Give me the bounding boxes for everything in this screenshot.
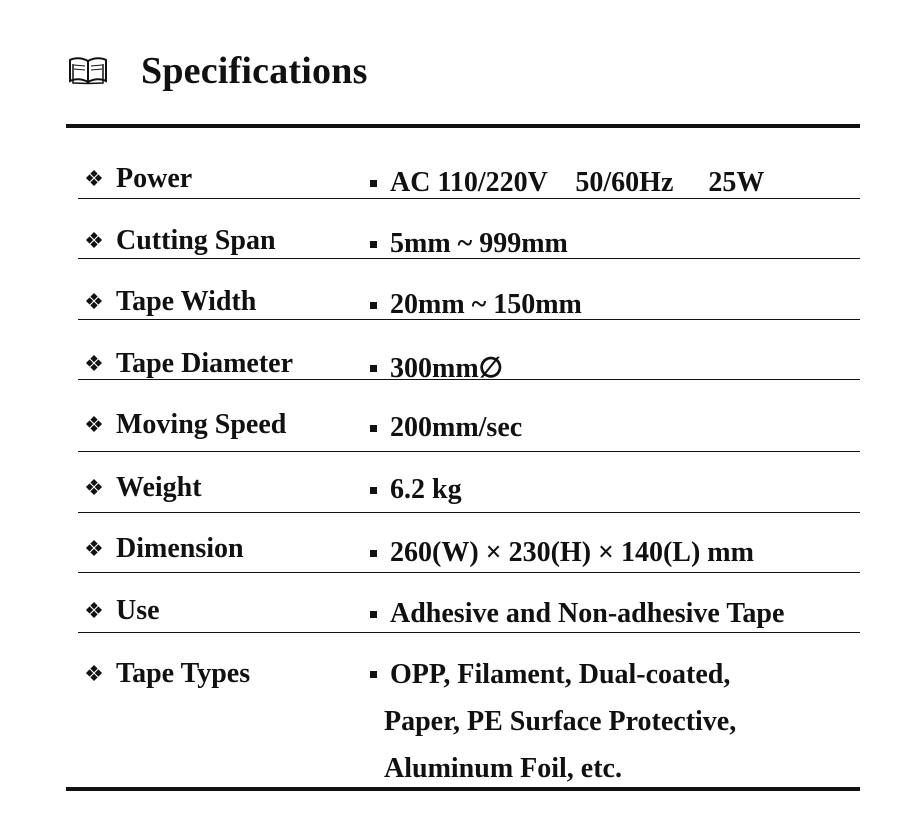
spec-value [370, 225, 568, 263]
diamond-icon: ❖ [84, 289, 104, 315]
spec-value-text: 5mm ~ 999mm [390, 228, 568, 259]
spec-label [80, 406, 286, 444]
spec-value-line [370, 651, 736, 698]
spec-row-dimension [78, 530, 860, 573]
spec-value [370, 164, 764, 202]
spec-label-text: Dimension [116, 533, 244, 564]
spec-value-text: Paper, PE Surface Protective, [384, 706, 737, 737]
spec-label-text: Moving Speed [116, 409, 287, 440]
spec-label-text: Tape Types [116, 658, 251, 689]
spec-label-text: Use [116, 595, 160, 626]
square-bullet-icon [370, 611, 377, 618]
spec-row-moving-speed [78, 406, 860, 452]
square-bullet-icon [370, 487, 377, 494]
diamond-icon: ❖ [84, 351, 104, 377]
diamond-icon: ❖ [84, 536, 104, 562]
spec-value-text: 6.2 kg [390, 474, 462, 505]
spec-label [80, 283, 256, 321]
spec-value-text: 20mm ~ 150mm [390, 289, 582, 320]
spec-label [80, 469, 202, 507]
diamond-icon: ❖ [84, 598, 104, 624]
book-icon [68, 56, 108, 86]
spec-header [68, 46, 368, 96]
spec-row-tape-width [78, 283, 860, 320]
diamond-icon: ❖ [84, 166, 104, 192]
spec-label [80, 530, 244, 568]
spec-row-weight [78, 469, 860, 513]
spec-label [80, 222, 276, 260]
spec-value-line [370, 745, 736, 792]
square-bullet-icon [370, 365, 377, 372]
diamond-icon: ❖ [84, 412, 104, 438]
spec-label [80, 160, 192, 198]
spec-label [80, 592, 160, 630]
spec-label [80, 655, 250, 693]
square-bullet-icon [370, 302, 377, 309]
spec-value-text: 260(W) × 230(H) × 140(L) mm [390, 537, 754, 568]
diamond-icon: ❖ [84, 475, 104, 501]
spec-value-text: Adhesive and Non-adhesive Tape [390, 598, 785, 629]
spec-row-power [78, 160, 860, 199]
spec-label [80, 345, 293, 383]
spec-value [370, 534, 754, 572]
spec-label-text: Power [116, 163, 193, 194]
spec-value-text: OPP, Filament, Dual-coated, [390, 659, 731, 690]
spec-label-text: Weight [116, 472, 202, 503]
spec-label-text: Tape Diameter [116, 348, 294, 379]
diamond-icon: ❖ [84, 661, 104, 687]
spec-value-line [370, 698, 736, 745]
square-bullet-icon [370, 550, 377, 557]
spec-row-use [78, 592, 860, 633]
spec-row-cutting-span [78, 222, 860, 259]
spec-label-text: Cutting Span [116, 225, 276, 256]
top-rule [66, 124, 860, 128]
spec-value [370, 595, 784, 633]
square-bullet-icon [370, 671, 377, 678]
bottom-rule [66, 787, 860, 791]
diamond-icon: ❖ [84, 228, 104, 254]
square-bullet-icon [370, 425, 377, 432]
spec-value [370, 349, 503, 387]
square-bullet-icon [370, 241, 377, 248]
spec-value-text: Aluminum Foil, etc. [384, 753, 622, 784]
spec-value-text: AC 110/220V 50/60Hz 25W [390, 167, 765, 198]
spec-value [370, 651, 736, 792]
spec-row-tape-types [78, 651, 860, 791]
spec-value [370, 471, 462, 509]
spec-value-text: 200mm/sec [390, 412, 523, 443]
square-bullet-icon [370, 180, 377, 187]
spec-label-text: Tape Width [116, 286, 257, 317]
spec-row-tape-diameter [78, 345, 860, 384]
spec-value-text: 300mm∅ [390, 353, 504, 384]
spec-value [370, 286, 582, 324]
page-title: Specifications [141, 50, 368, 92]
spec-value [370, 409, 522, 447]
